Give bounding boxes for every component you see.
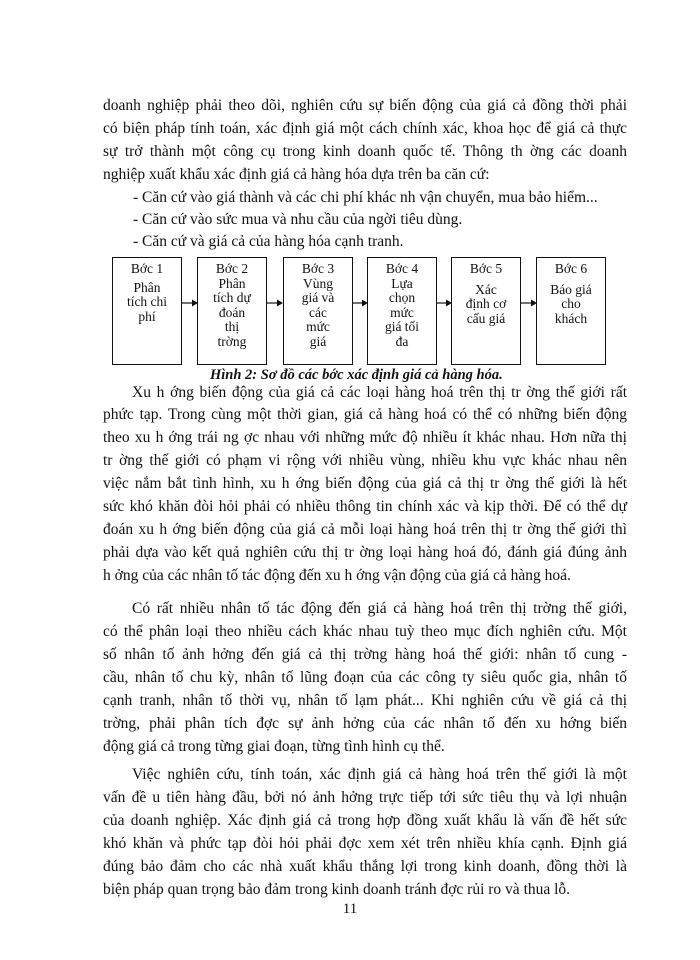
arrow-icon — [521, 298, 537, 308]
body-text-line: có thể phân loại theo nhiều cách khác nhau tuỳ theo mục đích nghiên cứu. Một — [103, 623, 627, 640]
step-box-5 — [451, 257, 521, 365]
bullet-item: - Căn cứ vào giá thành và các chi phí khác nh vận chuyển, mua bảo hiểm... — [133, 189, 598, 206]
step-text: Báo giá cho khách — [550, 281, 592, 326]
body-text-line: khó khăn và phức tạp đòi hỏi phải đợc xem xét trên nhiều khía cạnh. Định giá — [103, 835, 627, 852]
body-text-line: trờng, phải phân tích đợc sự ảnh hởng của các nhân tố đến xu hớng biến — [103, 715, 627, 732]
step-header: Bớc 2 — [215, 261, 249, 276]
body-text-line: có biện pháp tính toán, xác định giá một cách chính xác, khoa học để giá cả thực — [103, 120, 627, 137]
body-text-line: sự trở thành một công cụ trong kinh doanh quốc tế. Thông th ờng các doanh — [103, 143, 627, 160]
arrow-icon — [353, 298, 368, 308]
body-text-line: của doanh nghiệp. Xác định giá cả trong hợp đồng xuất khẩu là vấn đề hết sức — [103, 812, 627, 829]
body-text-line: Việc nghiên cứu, tính toán, xác định giá cả hàng hoá trên thế giới là một — [132, 766, 627, 783]
step-header: Bớc 3 — [301, 261, 335, 276]
step-box-1 — [112, 257, 182, 365]
body-text-line: vấn đề u tiên hàng đầu, bởi nó ảnh hởng trực tiếp tới sức tiêu thụ và lợi nhuận — [103, 789, 627, 806]
step-text: Vùng giá và các mức giá — [301, 275, 335, 349]
arrow-icon — [437, 298, 452, 308]
body-text-line: đúng bảo đảm cho các nhà xuất khẩu thắng lợi trong kinh doanh, đồng thời là — [103, 858, 627, 875]
body-text-line: tr ờng thế giới có phạm vi rộng với nhiều vùng, nhiều khu vực khác nhau nên — [103, 452, 627, 469]
step-header: Bớc 6 — [554, 261, 588, 276]
step-text: Xác định cơ cấu giá — [465, 281, 507, 326]
body-text-line: phức tạp. Trong cùng một thời gian, giá cả hàng hoá có thể có những biến động — [103, 406, 627, 423]
bullet-item: - Căn cứ vào sức mua và nhu cầu của ngời tiêu dùng. — [133, 211, 463, 228]
body-text-line: Xu h ớng biến động của giá cả các loại hàng hoá trên thị tr ờng thế giới rất — [132, 384, 627, 401]
arrow-icon — [182, 298, 198, 308]
body-text-line: biện pháp quan trọng bảo đảm trong kinh doanh tránh đợc rủi ro và thua lỗ. — [103, 881, 571, 898]
body-text-line: h ởng của các nhân tố tác động đến xu h ớng vận động của giá cả hàng hoá. — [103, 567, 571, 584]
body-text-line: Có rất nhiều nhân tố tác động đến giá cả hàng hoá trên thị trờng thế giới, — [132, 600, 627, 617]
body-text-line: phải dựa vào kết quả nghiên cứu thị tr ờng loại hàng hoá đó, đánh giá đúng ảnh — [103, 544, 627, 561]
body-text-line: số nhân tố ảnh hởng đến giá cả thị trờng hàng hoá thế giới: nhân tố cung - — [103, 646, 627, 663]
step-header: Bớc 5 — [469, 261, 503, 276]
step-box-6 — [536, 257, 606, 365]
body-text-line: động giá cả trong từng giai đoạn, từng tình hình cụ thể. — [103, 738, 445, 755]
body-text-line: nghiệp xuất khẩu xác định giá cả hàng hóa dựa trên ba căn cứ: — [103, 166, 490, 183]
body-text-line: theo xu h ớng trái ng ợc nhau với những mức độ nhiều ít khác nhau. Hơn nữa thị — [103, 429, 627, 446]
body-text-line: việc nắm bắt tình hình, xu h ớng biến động của giá cả thị tr ờng thế giới là hết — [103, 475, 627, 492]
figure-caption: Hình 2: Sơ đồ các bớc xác định giá cả hàng hóa. — [210, 367, 503, 383]
arrow-icon — [267, 298, 283, 308]
body-text-line: đoán xu h ớng biến động của giá cả mỗi loại hàng hoá trên thị tr ờng thế giới thì — [103, 521, 627, 538]
step-box-4 — [367, 257, 437, 365]
body-text-line: cạnh tranh, nhân tố thời vụ, nhân tố lạm phát... Khi nghiên cứu về giá cả thị — [103, 692, 627, 709]
body-text-line: doanh nghiệp phải theo dõi, nghiên cứu sự biến động của giá cả đồng thời phải — [103, 97, 627, 114]
step-box-3 — [283, 257, 353, 365]
body-text-line: cầu, nhân tố chu kỳ, nhân tố lũng đoạn của các công ty siêu quốc gia, nhân tố — [103, 669, 627, 686]
step-text: Phân tích chi phí — [126, 279, 168, 324]
step-text: Lựa chọn mức giá tối đa — [384, 275, 420, 349]
step-text: Phân tích dự đoán thị trờng — [213, 275, 251, 349]
step-box-2 — [197, 257, 267, 365]
bullet-item: - Căn cứ và giá cả của hàng hóa cạnh tranh. — [133, 233, 404, 250]
page-number: 11 — [342, 901, 358, 917]
step-header: Bớc 1 — [130, 261, 164, 276]
step-header: Bớc 4 — [385, 261, 419, 276]
body-text-line: sức khó khăn đòi hỏi phải có nhiều thông tin chính xác và kịp thời. Để có thể dự — [103, 498, 627, 515]
